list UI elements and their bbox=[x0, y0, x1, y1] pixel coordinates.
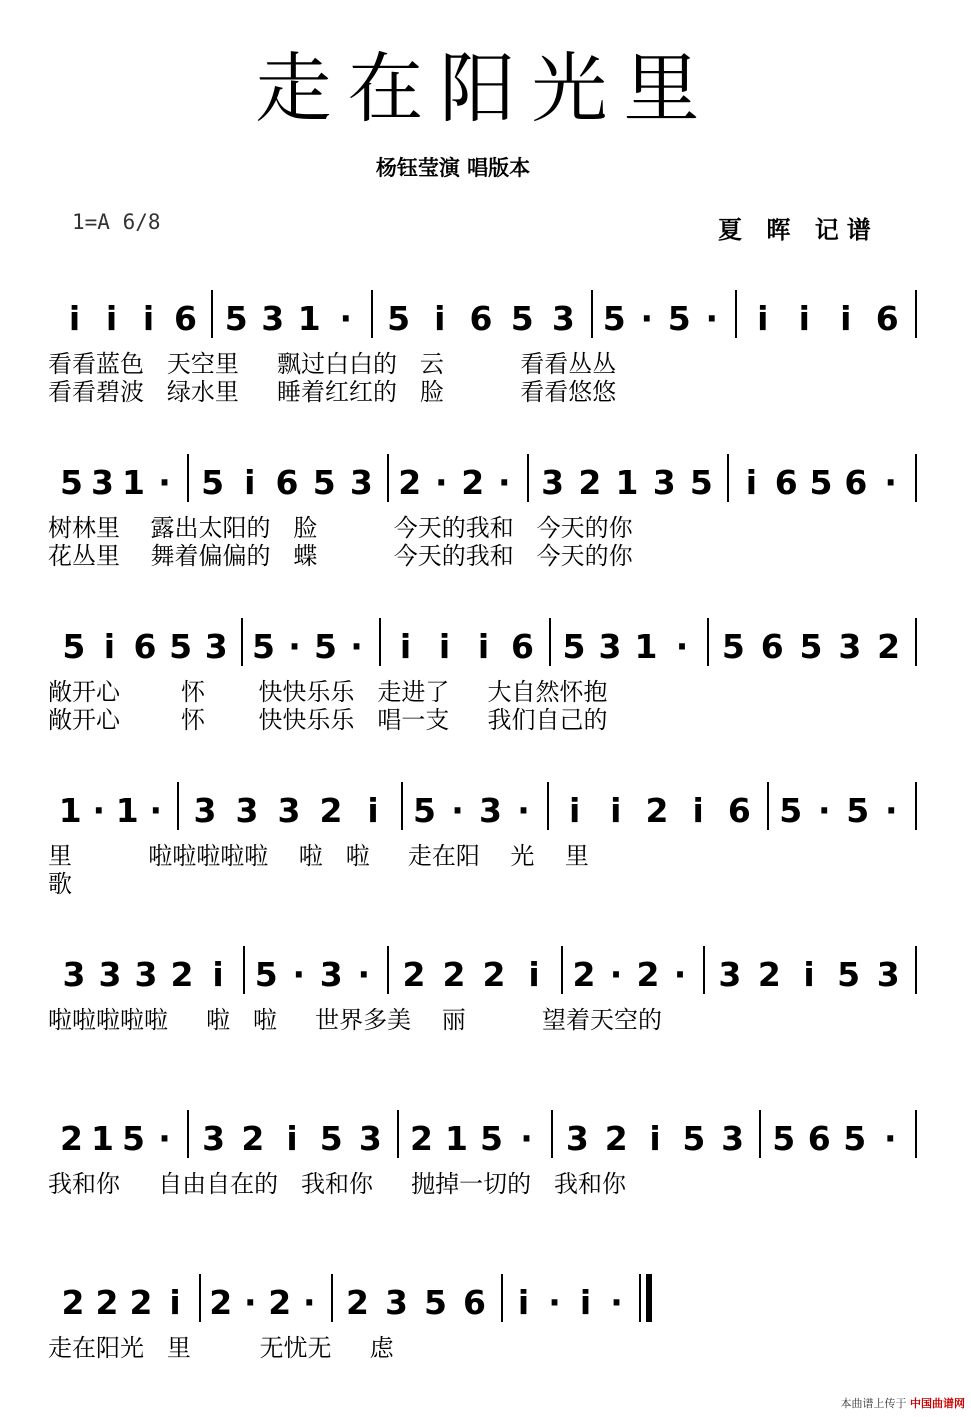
note: 2 bbox=[402, 955, 426, 994]
note: i bbox=[105, 299, 118, 338]
note: 6 bbox=[727, 791, 751, 830]
dot-note: · bbox=[158, 1119, 171, 1158]
lyrics-line-2: 看看碧波 绿水里 睡着红红的 脸 看看悠悠 bbox=[48, 378, 617, 406]
lyrics-line-1: 啦啦啦啦啦 啦 啦 世界多美 丽 望着天空的 bbox=[48, 1006, 662, 1034]
note: 2 bbox=[170, 955, 194, 994]
note: 3 bbox=[598, 627, 622, 666]
note: 5 bbox=[62, 627, 86, 666]
note: i bbox=[745, 463, 758, 502]
final-bar-line bbox=[646, 1274, 652, 1322]
note: 2 bbox=[482, 955, 506, 994]
note: 6 bbox=[469, 299, 493, 338]
note: 3 bbox=[479, 791, 502, 830]
dot-note: · bbox=[243, 1283, 257, 1322]
note: 2 bbox=[757, 955, 781, 994]
dot-note: · bbox=[883, 1119, 897, 1158]
note: 3 bbox=[235, 791, 259, 830]
dot-note: · bbox=[884, 791, 898, 830]
note: 3 bbox=[319, 955, 343, 994]
dot-note: · bbox=[302, 1283, 316, 1322]
dot-note: · bbox=[640, 299, 654, 338]
dot-note: · bbox=[339, 299, 353, 338]
note: 2 bbox=[346, 1283, 369, 1322]
note: 3 bbox=[718, 955, 742, 994]
dot-note: · bbox=[451, 791, 464, 830]
note: i bbox=[286, 1119, 298, 1158]
note: 2 bbox=[645, 791, 669, 830]
score-row bbox=[0, 452, 971, 592]
note: 5 bbox=[314, 627, 337, 666]
note: i bbox=[142, 299, 155, 338]
note: 5 bbox=[252, 627, 275, 666]
lyrics-line-1: 里 啦啦啦啦啦 啦 啦 走在阳 光 里 bbox=[48, 842, 589, 870]
subtitle: 杨钰莹演 唱版本 bbox=[375, 156, 531, 180]
dot-note: · bbox=[884, 463, 897, 502]
note: 6 bbox=[511, 627, 534, 666]
note: 3 bbox=[652, 463, 676, 502]
note: 2 bbox=[268, 1283, 292, 1322]
note: 5 bbox=[510, 299, 534, 338]
dot-note: · bbox=[817, 791, 831, 830]
score-row bbox=[0, 780, 971, 920]
note: 5 bbox=[424, 1283, 447, 1322]
note: 6 bbox=[275, 463, 299, 502]
note: 6 bbox=[760, 627, 784, 666]
note: 5 bbox=[682, 1119, 706, 1158]
dot-note: · bbox=[675, 627, 689, 666]
note: 5 bbox=[224, 299, 248, 338]
dot-note: · bbox=[610, 1283, 623, 1322]
note: 6 bbox=[133, 627, 157, 666]
lyrics-line-1: 走在阳光 里 无忧无 虑 bbox=[48, 1334, 394, 1362]
note: 1 bbox=[615, 463, 639, 502]
lyrics-line-2: 歌 bbox=[48, 870, 72, 898]
note: 5 bbox=[721, 627, 745, 666]
dot-note: · bbox=[609, 955, 623, 994]
note: 6 bbox=[875, 299, 899, 338]
key-signature: 1=A 6/8 bbox=[72, 210, 161, 234]
note: 5 bbox=[602, 299, 626, 338]
note: i bbox=[649, 1119, 661, 1158]
note: 5 bbox=[480, 1119, 503, 1158]
note: 2 bbox=[604, 1119, 628, 1158]
note: 2 bbox=[578, 463, 602, 502]
note: i bbox=[438, 627, 451, 666]
site-logo: 中国曲谱网 bbox=[910, 1397, 965, 1410]
dot-note: · bbox=[548, 1283, 561, 1322]
footer-text: 本曲谱上传于 bbox=[840, 1397, 907, 1410]
note: 3 bbox=[261, 299, 285, 338]
note: i bbox=[840, 299, 852, 338]
note: 6 bbox=[174, 299, 197, 338]
note: i bbox=[798, 299, 810, 338]
note: 5 bbox=[562, 627, 586, 666]
note: 1 bbox=[115, 791, 139, 830]
note: i bbox=[610, 791, 622, 830]
note: 3 bbox=[385, 1283, 408, 1322]
note: 5 bbox=[846, 791, 870, 830]
note: 3 bbox=[358, 1119, 382, 1158]
note: i bbox=[477, 627, 490, 666]
note: i bbox=[757, 299, 769, 338]
note: 6 bbox=[807, 1119, 831, 1158]
note: 5 bbox=[254, 955, 278, 994]
lyrics-line-1: 树林里 露出太阳的 脸 今天的我和 今天的你 bbox=[48, 514, 633, 542]
note: 3 bbox=[541, 463, 565, 502]
lyrics-line-2: 花丛里 舞着偏偏的 蝶 今天的我和 今天的你 bbox=[48, 542, 633, 570]
note: i bbox=[103, 627, 116, 666]
note: 6 bbox=[463, 1283, 486, 1322]
note: 5 bbox=[667, 299, 691, 338]
note: 2 bbox=[398, 463, 422, 502]
note: 5 bbox=[809, 463, 833, 502]
note: 2 bbox=[319, 791, 343, 830]
note: 3 bbox=[62, 955, 86, 994]
note: 5 bbox=[169, 627, 193, 666]
note: i bbox=[434, 299, 446, 338]
dot-note: · bbox=[92, 791, 106, 830]
note: 2 bbox=[209, 1283, 233, 1322]
dot-note: · bbox=[497, 463, 511, 502]
note: 1 bbox=[91, 1119, 114, 1158]
note: i bbox=[803, 955, 815, 994]
dot-note: · bbox=[288, 627, 301, 666]
note: 3 bbox=[721, 1119, 745, 1158]
note: 5 bbox=[837, 955, 861, 994]
note: 2 bbox=[60, 1119, 83, 1158]
score-row bbox=[0, 616, 971, 756]
note: 1 bbox=[634, 627, 658, 666]
note: 5 bbox=[843, 1119, 867, 1158]
dot-note: · bbox=[673, 955, 687, 994]
dot-note: · bbox=[705, 299, 719, 338]
note: i bbox=[579, 1283, 592, 1322]
note: 5 bbox=[387, 299, 411, 338]
note: 2 bbox=[636, 955, 660, 994]
note: 3 bbox=[565, 1119, 589, 1158]
note: 1 bbox=[58, 791, 82, 830]
note: 2 bbox=[410, 1119, 433, 1158]
note: i bbox=[68, 299, 81, 338]
note: i bbox=[692, 791, 704, 830]
dot-note: · bbox=[292, 955, 306, 994]
note: 1 bbox=[445, 1119, 468, 1158]
note: 2 bbox=[61, 1283, 85, 1322]
dot-note: · bbox=[350, 627, 363, 666]
footer bbox=[841, 1395, 966, 1411]
note: 5 bbox=[413, 791, 436, 830]
dot-note: · bbox=[434, 463, 448, 502]
note: 2 bbox=[95, 1283, 119, 1322]
dot-note: · bbox=[357, 955, 371, 994]
note: i bbox=[399, 627, 412, 666]
note: 3 bbox=[134, 955, 158, 994]
note: 3 bbox=[876, 955, 900, 994]
score-row bbox=[0, 288, 971, 428]
lyrics-line-2: 敞开心 怀 快快乐乐 唱一支 我们自己的 bbox=[48, 706, 608, 734]
lyrics-line-1: 我和你 自由自在的 我和你 抛掉一切的 我和你 bbox=[48, 1170, 627, 1198]
note: 3 bbox=[204, 627, 228, 666]
dot-note: · bbox=[158, 463, 171, 502]
note: 2 bbox=[442, 955, 466, 994]
note: 3 bbox=[91, 463, 114, 502]
note: 3 bbox=[838, 627, 862, 666]
note: 3 bbox=[202, 1119, 226, 1158]
note: i bbox=[367, 791, 379, 830]
note: 2 bbox=[877, 627, 901, 666]
score-row bbox=[0, 1272, 971, 1412]
note: 6 bbox=[774, 463, 798, 502]
note: 3 bbox=[551, 299, 575, 338]
dot-note: · bbox=[149, 791, 163, 830]
note: i bbox=[568, 791, 581, 830]
note: i bbox=[528, 955, 540, 994]
note: 3 bbox=[98, 955, 122, 994]
note: 2 bbox=[461, 463, 485, 502]
note: 3 bbox=[277, 791, 301, 830]
lyrics-line-1: 看看蓝色 天空里 飘过白白的 云 看看丛丛 bbox=[48, 350, 617, 378]
note: 3 bbox=[193, 791, 217, 830]
score-row bbox=[0, 1108, 971, 1248]
note: 5 bbox=[779, 791, 803, 830]
dot-note: · bbox=[517, 791, 530, 830]
note: 1 bbox=[122, 463, 145, 502]
note: 5 bbox=[799, 627, 823, 666]
note: i bbox=[169, 1283, 181, 1322]
note: 5 bbox=[122, 1119, 145, 1158]
dot-note: · bbox=[520, 1119, 533, 1158]
note: 1 bbox=[297, 299, 321, 338]
score-row bbox=[0, 944, 971, 1084]
note: 5 bbox=[312, 463, 336, 502]
note: 2 bbox=[572, 955, 596, 994]
note: 5 bbox=[60, 463, 83, 502]
note: 5 bbox=[689, 463, 713, 502]
note: 5 bbox=[319, 1119, 343, 1158]
note: 5 bbox=[772, 1119, 796, 1158]
note: 2 bbox=[241, 1119, 265, 1158]
note: 3 bbox=[349, 463, 373, 502]
lyrics-line-1: 敞开心 怀 快快乐乐 走进了 大自然怀抱 bbox=[48, 678, 608, 706]
note: 5 bbox=[201, 463, 225, 502]
note: i bbox=[212, 955, 224, 994]
note: 2 bbox=[129, 1283, 153, 1322]
note: i bbox=[517, 1283, 530, 1322]
page-title: 走在阳光里 bbox=[255, 44, 716, 133]
note: 6 bbox=[844, 463, 868, 502]
transcriber-credit: 夏 晖 记谱 bbox=[718, 216, 879, 244]
note: i bbox=[244, 463, 256, 502]
